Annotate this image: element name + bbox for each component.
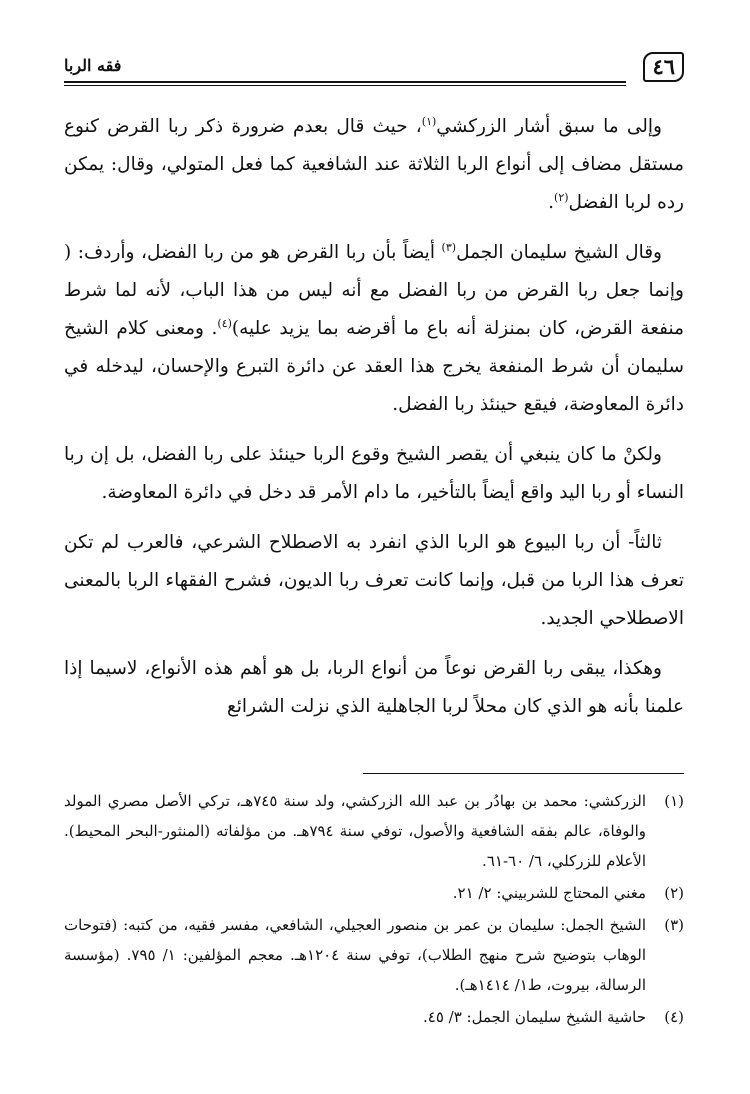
paragraph-text: أيضاً بأن ربا القرض هو من ربا الفضل، وأردف: ( وإنما جعل ربا القرض من ربا الفضل مع أنه ليس من هذا الباب، لأنه لما شرط منفعة القرض، كان بمنزلة أنه باع ما أقرضه بما يزيد عليه) [64, 242, 684, 339]
paragraph-text: . ومعنى كلام الشيخ سليمان أن شرط المنفعة يخرج هذا العقد عن دائرة التبرع والإحسان، ليدخله في دائرة المعاوضة، فيقع حينئذ ربا الفضل. [64, 318, 684, 415]
footnote-number: (٣) [664, 916, 684, 934]
footnote-number: (١) [664, 792, 684, 810]
header-rule [64, 81, 626, 83]
paragraph-text: وإلى ما سبق أشار الزركشي [436, 116, 662, 137]
footnote-number: (٢) [664, 884, 684, 902]
footnote [64, 786, 684, 876]
paragraph: ولكنْ ما كان ينبغي أن يقصر الشيخ وقوع الربا حينئذ على ربا الفضل، بل إن ربا النساء أو ربا اليد واقع أيضاً بالتأخير، ما دام الأمر قد دخل في دائرة المعاوضة. [64, 444, 684, 503]
footnote-ref[interactable]: (٤) [217, 316, 232, 330]
page-number: ٤٦ [643, 52, 684, 82]
footnote-number: (٤) [664, 1008, 684, 1026]
footnote-text: الشيخ الجمل: سليمان بن عمر بن منصور العجيلي، الشافعي، مفسر فقيه، من كتبه: (فتوحات الوهاب بتوضيح شرح منهج الطلاب)، توفي سنة ١٢٠٤هـ. معجم المؤلفين: ١/ ٧٩٥. (مؤسسة الرسالة، بيروت، ط١/ ١٤١٤هـ). [64, 916, 646, 994]
footnote-text: مغني المحتاج للشربيني: ٢/ ٢١. [452, 884, 646, 902]
paragraph-text: . [548, 192, 555, 213]
footnote-ref[interactable]: (١) [421, 114, 437, 128]
footnote-text: حاشية الشيخ سليمان الجمل: ٣/ ٤٥. [422, 1008, 646, 1026]
footnote [64, 910, 684, 1000]
footnote [64, 1002, 684, 1032]
paragraph-text: ، حيث قال بعدم ضرورة ذكر ربا القرض كنوع مستقل مضاف إلى أنواع الربا الثلاثة عند الشافعية كما فعل المتولي، وقال: يمكن رده لربا الفضل [64, 116, 684, 213]
paragraph [64, 234, 684, 424]
paragraph: وهكذا، يبقى ربا القرض نوعاً من أنواع الربا، بل هو أهم هذه الأنواع، لاسيما إذا علمنا بأنه هو الذي كان محلاً لربا الجاهلية الذي نزلت الشرائع [64, 658, 684, 717]
footnote-text: الزركشي: محمد بن بهادُر بن عبد الله الزركشي، ولد سنة ٧٤٥هـ، تركي الأصل مصري المولد والوفاة، عالم بفقه الشافعية والأصول، توفي سنة ٧٩٤هـ. من مؤلفاته (المنثور-البحر المحيط). الأعلام للزركلي، ٦/ ٦٠-٦١. [64, 792, 647, 870]
footnote-ref[interactable]: (٣) [441, 240, 457, 254]
running-title: فقه الربا [64, 56, 122, 75]
footnote-ref[interactable]: (٢) [554, 190, 569, 204]
main-text [64, 108, 684, 738]
footnote-separator [363, 773, 684, 774]
header-rule-thin [64, 85, 626, 86]
paragraph [64, 108, 684, 222]
paragraph-text: وقال الشيخ سليمان الجمل [456, 242, 662, 263]
footnote [64, 878, 684, 908]
footnotes [64, 786, 684, 1034]
paragraph: ثالثاً- أن ربا البيوع هو الربا الذي انفرد به الاصطلاح الشرعي، فالعرب لم تكن تعرف هذا الربا من قبل، وإنما كانت تعرف ربا الديون، فشرح الفقهاء الربا بالمعنى الاصطلاحي الجديد. [64, 532, 684, 629]
page-header [64, 52, 684, 92]
